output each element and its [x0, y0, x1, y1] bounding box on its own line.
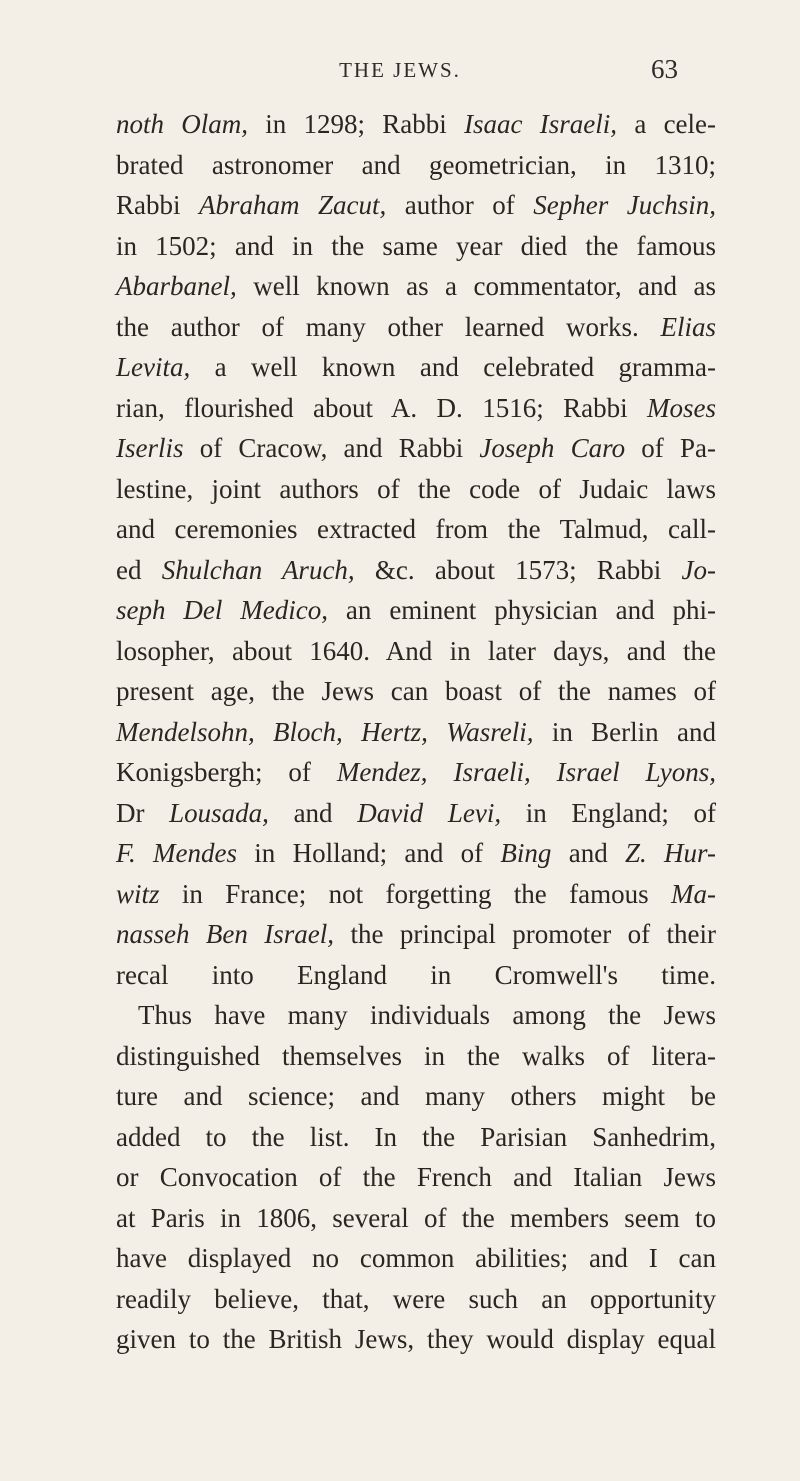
- text-segment: added to the list. In the Parisian Sanhedrim,: [116, 1121, 716, 1152]
- text-line: [116, 1076, 716, 1117]
- text-segment: at Paris in 1806, several of the members seem to: [116, 1202, 716, 1233]
- italic-text: Z. Hur-: [624, 838, 716, 868]
- text-segment: the principal promoter of their: [334, 919, 716, 949]
- text-line: [116, 428, 716, 469]
- italic-text: Sepher Juchsin,: [533, 190, 717, 220]
- text-segment: have displayed no common abilities; and I can: [116, 1243, 716, 1273]
- text-segment: brated astronomer and geometrician, in 1310;: [116, 149, 716, 180]
- text-line: [116, 1117, 716, 1158]
- text-segment: readily believe, that, were such an opportunity: [116, 1283, 716, 1314]
- italic-text: Mendez, Israeli, Israel Lyons,: [336, 757, 716, 787]
- text-segment: and: [551, 838, 625, 868]
- text-line: [116, 1238, 716, 1279]
- text-line: [116, 104, 716, 145]
- text-line: [116, 1036, 716, 1077]
- italic-text: witz: [116, 878, 160, 909]
- text-segment: Dr: [116, 797, 170, 828]
- text-segment: lestine, joint authors of the code of Judaic laws: [116, 473, 716, 504]
- italic-text: Abraham Zacut,: [199, 190, 387, 220]
- text-line: [116, 1157, 716, 1198]
- text-segment: an eminent physician and phi-: [328, 595, 716, 625]
- text-segment: author of: [386, 190, 534, 220]
- italic-text: David Levi,: [357, 797, 502, 828]
- text-line: [116, 1198, 716, 1239]
- running-title: THE JEWS.: [339, 58, 461, 82]
- text-line: [116, 671, 716, 712]
- text-line: [116, 631, 716, 672]
- text-line: [116, 388, 716, 429]
- text-segment: present age, the Jews can boast of the names of: [116, 676, 716, 706]
- italic-text: Mendelsohn, Bloch, Hertz, Wasreli,: [116, 716, 534, 747]
- text-line: [116, 185, 716, 226]
- text-line: [116, 145, 716, 186]
- italic-text: Ma-: [671, 878, 716, 909]
- text-segment: and ceremonies extracted from the Talmud, call-: [116, 514, 716, 544]
- italic-text: Lousada,: [169, 797, 269, 828]
- text-segment: in Berlin and: [533, 716, 716, 747]
- running-head: [0, 54, 800, 88]
- italic-text: Moses: [647, 392, 716, 423]
- text-segment: a well known and celebrated gramma-: [190, 352, 716, 382]
- italic-text: Elias: [660, 311, 716, 342]
- text-segment: rian, flourished about A. D. 1516; Rabbi: [116, 392, 647, 423]
- text-segment: in France; not forgetting the famous: [159, 878, 672, 909]
- text-segment: &c. about 1573; Rabbi: [354, 554, 682, 585]
- italic-text: Shulchan Aruch,: [161, 554, 355, 585]
- text-line: [116, 914, 716, 955]
- text-segment: the author of many other learned works.: [116, 311, 661, 342]
- text-line: [116, 266, 716, 307]
- text-line: [116, 712, 716, 753]
- text-line: [116, 833, 716, 874]
- text-line: [116, 509, 716, 550]
- text-segment: and: [268, 797, 358, 828]
- text-line: [116, 469, 716, 510]
- text-segment: recal into England in Cromwell's time.: [116, 959, 716, 990]
- text-line: [116, 1319, 716, 1360]
- text-segment: or Convocation of the French and Italian Jews: [116, 1162, 716, 1192]
- italic-text: Isaac Israeli,: [464, 109, 618, 139]
- text-segment: ed: [116, 554, 162, 585]
- italic-text: Jo-: [681, 554, 717, 585]
- text-segment: in England; of: [501, 797, 716, 828]
- italic-text: Bing: [500, 838, 552, 868]
- text-line: [116, 1279, 716, 1320]
- italic-text: noth Olam,: [116, 109, 249, 139]
- text-line: [116, 307, 716, 348]
- text-segment: distinguished themselves in the walks of litera-: [116, 1040, 716, 1071]
- text-segment: Rabbi: [116, 190, 200, 220]
- text-segment: Konigsbergh; of: [116, 757, 337, 787]
- page-number: 63: [651, 54, 678, 84]
- italic-text: F. Mendes: [116, 838, 238, 868]
- italic-text: Abarbanel,: [116, 271, 237, 301]
- text-segment: ture and science; and many others might be: [116, 1081, 716, 1111]
- text-segment: well known as a commentator, and as: [236, 271, 716, 301]
- text-line: [116, 995, 716, 1036]
- italic-text: nasseh Ben Israel,: [116, 919, 335, 949]
- text-line: [116, 955, 716, 996]
- italic-text: seph Del Medico,: [116, 595, 329, 625]
- text-line: [116, 550, 716, 591]
- italic-text: Iserlis: [116, 433, 184, 463]
- text-line: [116, 793, 716, 834]
- italic-text: Joseph Caro: [479, 433, 626, 463]
- text-segment: a cele-: [617, 109, 717, 139]
- text-segment: in 1502; and in the same year died the famous: [116, 230, 716, 261]
- text-segment: given to the British Jews, they would display equal: [116, 1324, 716, 1354]
- text-line: [116, 752, 716, 793]
- text-segment: losopher, about 1640. And in later days, and the: [116, 635, 716, 666]
- text-segment: of Cracow, and Rabbi: [183, 433, 480, 463]
- text-segment: of Pa-: [625, 433, 716, 463]
- text-line: [116, 590, 716, 631]
- text-line: [116, 226, 716, 267]
- text-segment: in Holland; and of: [237, 838, 501, 868]
- text-segment: Thus have many individuals among the Jews: [138, 1000, 716, 1030]
- body-text: [116, 104, 716, 1360]
- text-segment: in 1298; Rabbi: [248, 109, 465, 139]
- text-line: [116, 874, 716, 915]
- text-line: [116, 347, 716, 388]
- italic-text: Levita,: [116, 352, 191, 382]
